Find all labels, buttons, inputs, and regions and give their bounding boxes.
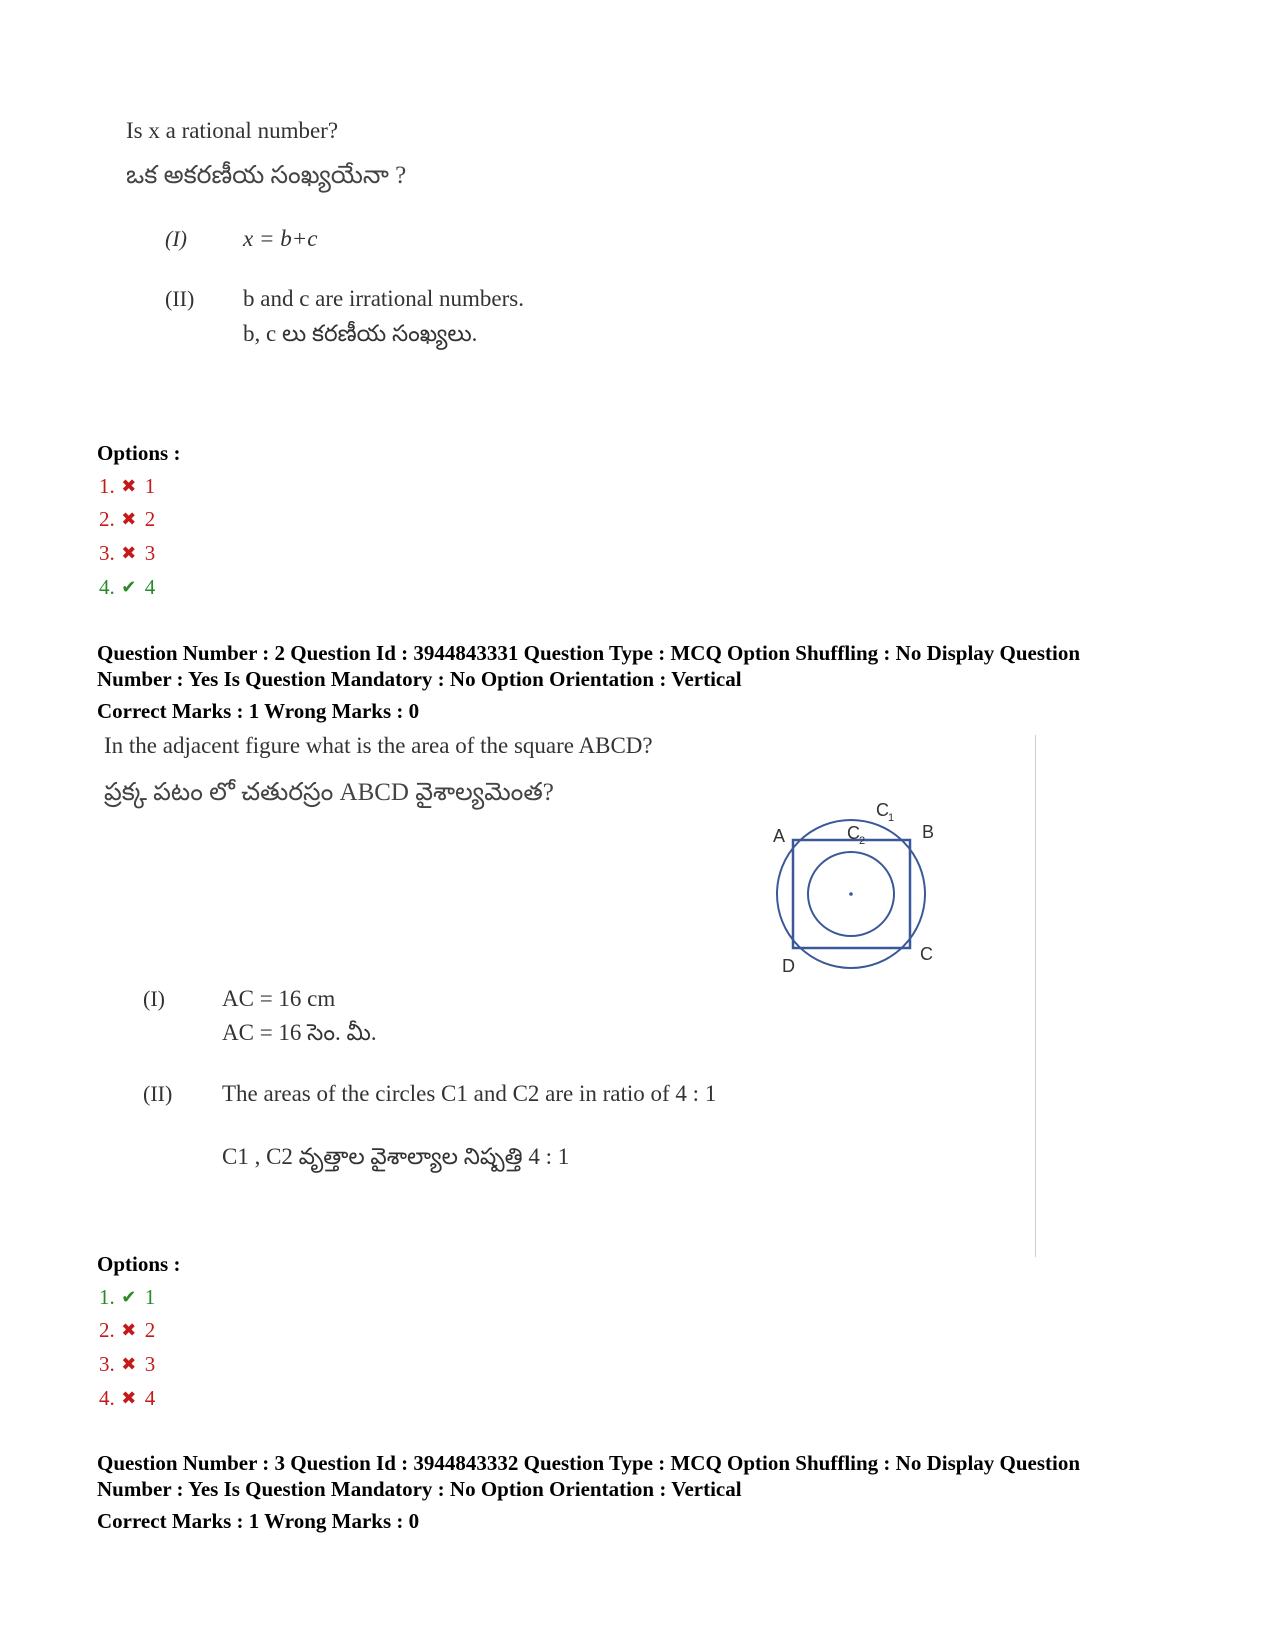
q1-question-te: ఒక అకరణీయ సంఖ్యయేనా ? [126,162,407,189]
q2-meta-line-1: Question Number : 2 Question Id : 3944843331 Question Type : MCQ Option Shuffling : No Display Question [97,641,1081,665]
q2-marks: Correct Marks : 1 Wrong Marks : 0 [97,699,420,723]
square-circles-figure [760,790,960,990]
q2-statement-1-line-2: AC = 16 సెం. మీ. [222,1020,377,1045]
q2-option-3 [99,1352,155,1377]
label-c2: C [847,823,860,843]
check-mark-icon: ✔ [121,577,137,597]
check-mark-icon: ✔ [121,1287,137,1307]
q2-statement-1-number: (I) [143,986,165,1011]
option-value: 4 [144,575,156,599]
option-number: 2. [99,507,115,531]
q2-option-1 [99,1285,155,1310]
option-value: 4 [144,1386,156,1410]
q1-option-4 [99,575,155,600]
q2-option-4 [99,1386,155,1411]
option-number: 1. [99,1285,115,1309]
q1-statement-2-line-1: b and c are irrational numbers. [243,286,524,311]
label-d: D [782,956,795,976]
cross-mark-icon: ✖ [121,1354,137,1374]
option-number: 1. [99,474,115,498]
label-a: A [773,826,786,846]
vertical-divider [1035,735,1036,1257]
q3-meta-line-1: Question Number : 3 Question Id : 3944843332 Question Type : MCQ Option Shuffling : No Display Question [97,1451,1081,1475]
option-value: 2 [144,507,156,531]
option-number: 4. [99,575,115,599]
label-c1-sub: 1 [888,812,895,824]
center-point [849,892,853,896]
label-b: B [922,822,935,842]
q2-options-label: Options : [97,1252,181,1276]
q1-statement-2-number: (II) [165,286,195,311]
q2-statement-2-line-2: C1 , C2 వృత్తాల వైశాల్యాల నిష్పత్తి 4 : 1 [222,1144,570,1169]
q2-statement-2-number: (II) [143,1081,173,1106]
q2-meta-line-2: Number : Yes Is Question Mandatory : No Option Orientation : Vertical [97,667,742,691]
cross-mark-icon: ✖ [121,543,137,563]
q3-meta [97,1450,1207,1502]
q1-option-2 [99,507,155,532]
q3-marks: Correct Marks : 1 Wrong Marks : 0 [97,1509,420,1533]
option-value: 2 [144,1318,156,1342]
q1-option-3 [99,541,155,566]
q1-option-1 [99,474,155,499]
q2-option-2 [99,1318,155,1343]
option-number: 3. [99,1352,115,1376]
label-c2-sub: 2 [859,835,866,847]
q2-meta [97,640,1207,692]
option-number: 3. [99,541,115,565]
q2-question-en: In the adjacent figure what is the area of the square ABCD? [104,733,653,758]
q3-meta-line-2: Number : Yes Is Question Mandatory : No Option Orientation : Vertical [97,1477,742,1501]
q1-options-label: Options : [97,441,181,465]
option-number: 2. [99,1318,115,1342]
q1-question-en: Is x a rational number? [126,118,339,143]
option-value: 3 [144,541,156,565]
cross-mark-icon: ✖ [121,1320,137,1340]
option-number: 4. [99,1386,115,1410]
option-value: 1 [144,474,156,498]
q2-statement-2-line-1: The areas of the circles C1 and C2 are in ratio of 4 : 1 [222,1081,717,1106]
option-value: 1 [144,1285,156,1309]
cross-mark-icon: ✖ [121,1388,137,1408]
option-value: 3 [144,1352,156,1376]
q1-statement-1-number: (I) [165,226,187,251]
cross-mark-icon: ✖ [121,476,137,496]
q1-statement-2-line-2: b, c లు కరణీయ సంఖ్యలు. [243,321,478,346]
q1-statement-1-line-1: x = b+c [243,226,318,251]
q2-statement-1-line-1: AC = 16 cm [222,986,336,1011]
label-c1: C [876,800,889,820]
cross-mark-icon: ✖ [121,509,137,529]
label-c: C [920,944,933,964]
q2-question-te: ప్రక్క పటం లో చతురస్రం ABCD వైశాల్యమెంత? [104,779,554,806]
